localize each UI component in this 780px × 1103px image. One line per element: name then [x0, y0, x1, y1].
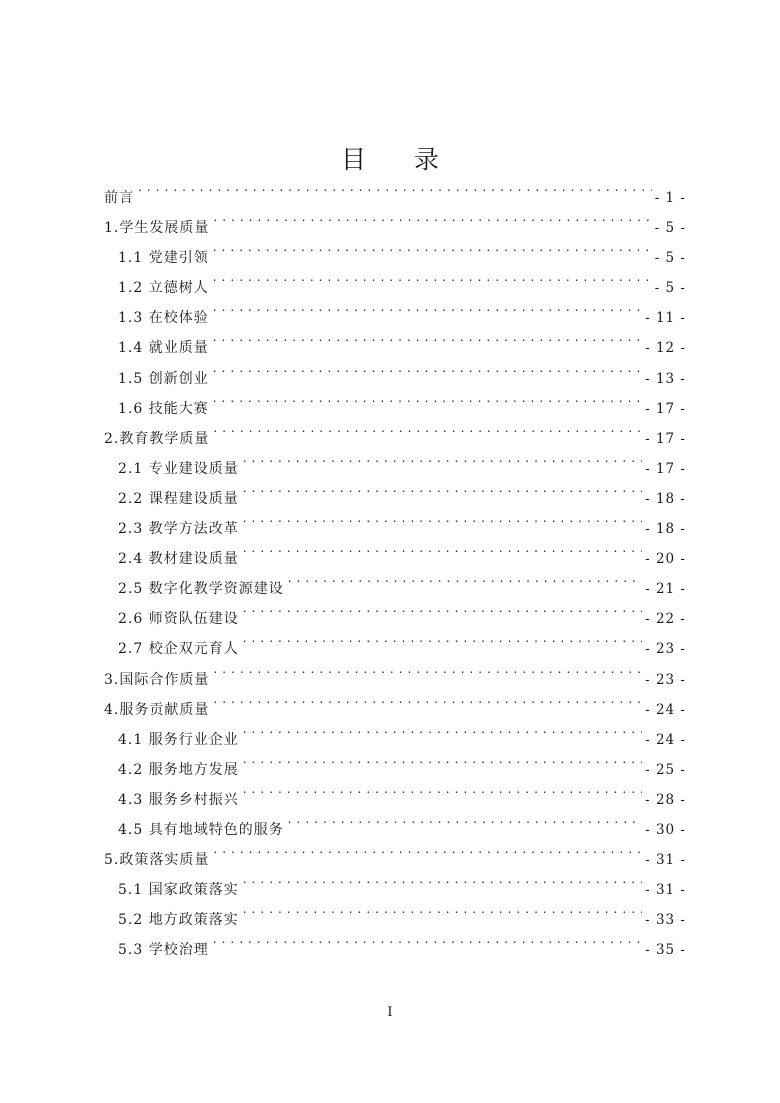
toc-entry-page: - 5 - — [654, 280, 686, 297]
toc-entry-label: 4.服务贡献质量 — [104, 701, 210, 718]
toc-entry-page: - 11 - — [645, 310, 686, 327]
dot-leader — [243, 473, 642, 503]
toc-entry-label: 5.2 地方政策落实 — [118, 912, 239, 929]
toc-entry-page: - 17 - — [645, 430, 686, 447]
toc-entry[interactable] — [104, 202, 686, 237]
toc-entry-page: - 17 - — [645, 460, 686, 477]
toc-entry-page: - 5 - — [654, 250, 686, 267]
dot-leader — [243, 774, 642, 804]
dot-leader — [213, 202, 651, 232]
dot-leader — [213, 684, 642, 714]
toc-entry-page: - 21 - — [645, 581, 686, 598]
toc-entry-label: 1.4 就业质量 — [118, 340, 209, 357]
toc-entry-label: 2.4 教材建设质量 — [118, 551, 239, 568]
toc-entry-page: - 30 - — [645, 821, 686, 838]
toc-entry-page: - 24 - — [645, 731, 686, 748]
toc-entry-page: - 33 - — [645, 912, 686, 929]
dot-leader — [243, 894, 642, 924]
toc-entry-label: 2.5 数字化教学资源建设 — [118, 581, 284, 598]
dot-leader — [213, 654, 642, 684]
dot-leader — [213, 232, 652, 262]
toc-entry-label: 5.1 国家政策落实 — [118, 882, 239, 899]
table-of-contents — [104, 172, 686, 959]
dot-leader — [288, 804, 642, 834]
toc-entry-label: 4.1 服务行业企业 — [118, 731, 239, 748]
toc-entry-page: - 25 - — [645, 761, 686, 778]
dot-leader — [213, 834, 642, 864]
toc-entry-page: - 23 - — [645, 671, 686, 688]
toc-entry-page: - 13 - — [645, 370, 686, 387]
toc-entry-label: 1.6 技能大赛 — [118, 400, 209, 417]
toc-entry-page: - 35 - — [645, 942, 686, 959]
dot-leader — [213, 413, 642, 443]
toc-entry-label: 2.3 教学方法改革 — [118, 521, 239, 538]
toc-entry-label: 2.7 校企双元育人 — [118, 641, 239, 658]
toc-entry-label: 4.2 服务地方发展 — [118, 761, 239, 778]
toc-entry-page: - 24 - — [645, 701, 686, 718]
dot-leader — [243, 533, 642, 563]
dot-leader — [288, 563, 642, 593]
toc-entry-page: - 23 - — [645, 641, 686, 658]
toc-entry-label: 1.5 创新创业 — [118, 370, 209, 387]
dot-leader — [213, 292, 642, 322]
toc-entry-label: 2.1 专业建设质量 — [118, 460, 239, 477]
toc-entry-page: - 20 - — [645, 551, 686, 568]
toc-entry-label: 2.6 师资队伍建设 — [118, 611, 239, 628]
toc-entry-label: 5.政策落实质量 — [104, 852, 210, 869]
toc-entry-page: - 31 - — [645, 852, 686, 869]
toc-entry-page: - 12 - — [645, 340, 686, 357]
dot-leader — [213, 353, 642, 383]
toc-entry-label: 5.3 学校治理 — [118, 942, 209, 959]
toc-entry-page: - 28 - — [645, 791, 686, 808]
dot-leader — [213, 262, 652, 292]
dot-leader — [243, 714, 642, 744]
toc-entry-page: - 18 - — [645, 521, 686, 538]
dot-leader — [243, 623, 642, 653]
dot-leader — [243, 503, 642, 533]
toc-entry-page: - 18 - — [645, 490, 686, 507]
toc-entry-page: - 5 - — [654, 220, 686, 237]
toc-entry-label: 4.5 具有地域特色的服务 — [118, 821, 284, 838]
toc-entry-page: - 1 - — [654, 190, 686, 206]
dot-leader — [213, 322, 642, 352]
toc-entry-label: 1.3 在校体验 — [118, 310, 209, 327]
toc-entry[interactable] — [104, 172, 686, 206]
toc-entry-label: 2.2 课程建设质量 — [118, 490, 239, 507]
dot-leader — [243, 744, 642, 774]
toc-entry-label: 1.学生发展质量 — [104, 220, 210, 237]
toc-entry-label: 3.国际合作质量 — [104, 671, 210, 688]
toc-title: 目 录 — [341, 145, 459, 174]
page-number: I — [387, 1005, 393, 1020]
dot-leader — [243, 864, 642, 894]
dot-leader — [213, 383, 642, 413]
dot-leader — [243, 593, 642, 623]
toc-entry-page: - 17 - — [645, 400, 686, 417]
dot-leader — [138, 172, 652, 202]
toc-entry-label: 2.教育教学质量 — [104, 430, 210, 447]
toc-entry-label: 1.2 立德树人 — [118, 280, 209, 297]
toc-entry-label: 4.3 服务乡村振兴 — [118, 791, 239, 808]
dot-leader — [243, 443, 642, 473]
dot-leader — [213, 924, 642, 954]
toc-entry-label: 1.1 党建引领 — [118, 250, 209, 267]
toc-entry-page: - 31 - — [645, 882, 686, 899]
toc-entry-label: 前言 — [104, 190, 134, 206]
toc-entry-page: - 22 - — [645, 611, 686, 628]
